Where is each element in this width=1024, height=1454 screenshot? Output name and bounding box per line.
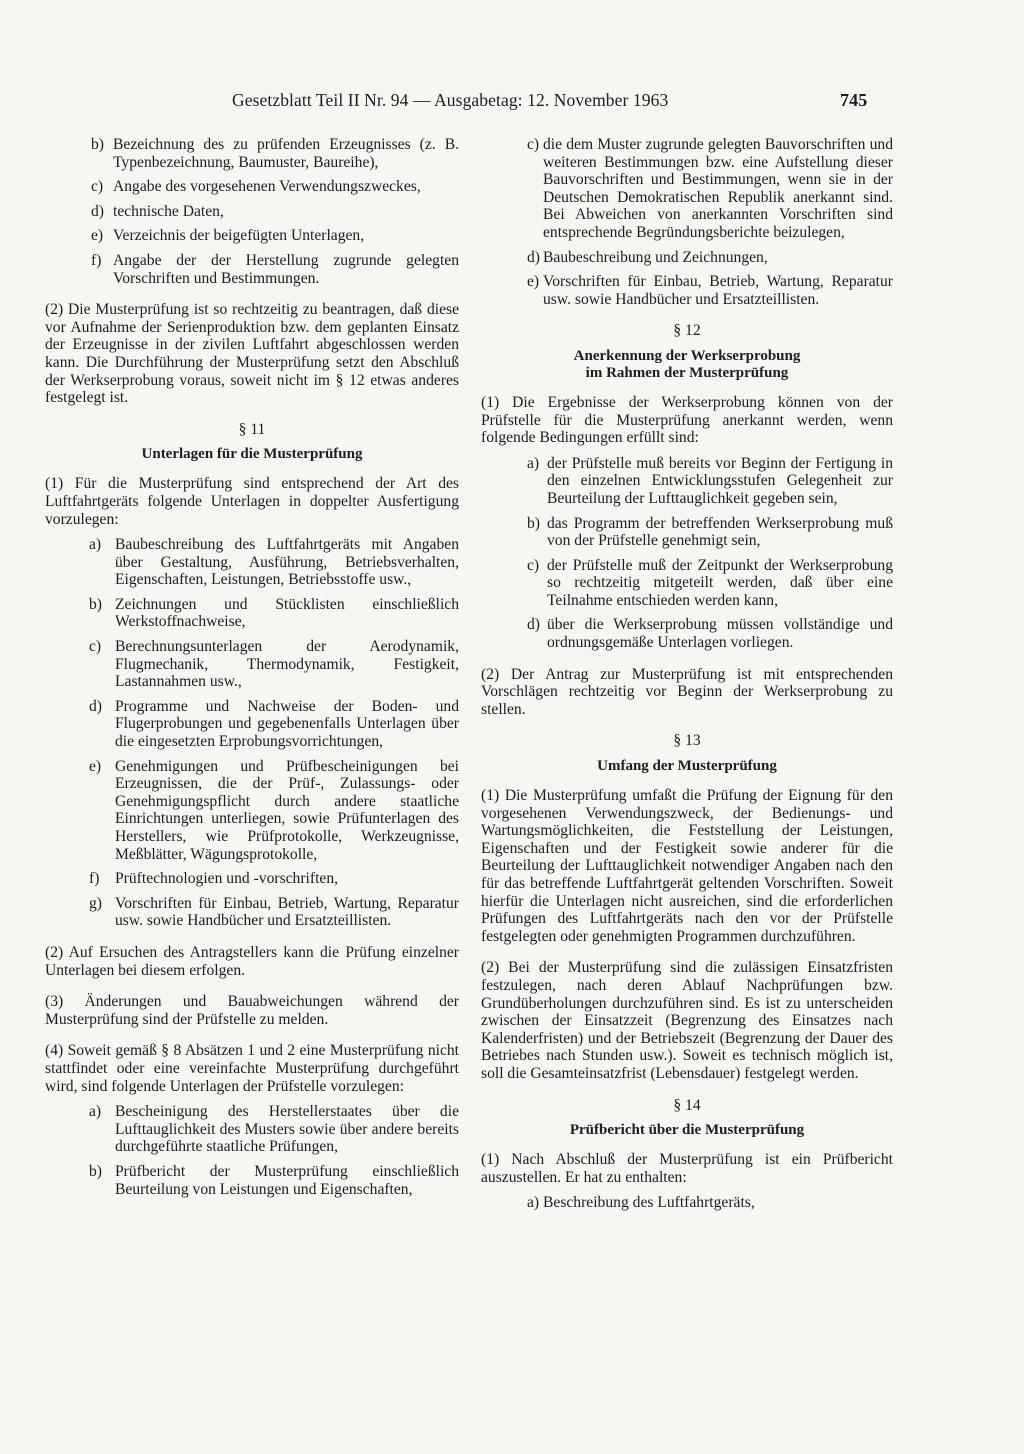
section-title-line: Anerkennung der Werkserprobung — [573, 347, 801, 364]
item-label: c) — [89, 638, 102, 656]
list-item — [45, 638, 459, 691]
list-item — [45, 1103, 459, 1156]
item-label: c) — [527, 556, 540, 574]
item-text: Vorschriften für Einbau, Betrieb, Wartung, Reparatur usw. sowie Handbücher und Ersatzteillisten. — [115, 894, 459, 930]
item-label: d) — [527, 616, 540, 634]
item-label: g) — [89, 894, 102, 912]
item-text: über die Werkserprobung müssen vollständige und ordnungsgemäße Unterlagen vorliegen. — [547, 616, 893, 652]
section-title: Unterlagen für die Musterprüfung — [141, 446, 363, 463]
page-number: 745 — [840, 90, 868, 110]
list-item — [481, 515, 893, 550]
paragraph: (2) Auf Ersuchen des Antragstellers kann die Prüfung einzelner Unterlagen bei diesem erfolgen. — [45, 943, 459, 979]
paragraph: (1) Nach Abschluß der Musterprüfung ist ein Prüfbericht auszustellen. Er hat zu enthalten: — [481, 1151, 893, 1186]
item-label: a) — [527, 454, 540, 472]
list-item — [45, 758, 459, 864]
paragraph: (1) Die Musterprüfung umfaßt die Prüfung der Eignung für den vorgesehenen Verwendungszweck, der Bedienungs- und Wartungsmöglichkeiten, die Feststellung der Leistungen, Eigenschaften und der Festigkeit sowie anderer für die Beurteilung der Lufttauglichkeit notwendiger Angaben nach den für das betreffende Luftfahrtgerät geltenden Vorschriften. Soweit hierfür die Unterlagen nicht ausreichen, sind die erforderlichen Prüfungen des Luftfahrtgeräts nach den vor der Prüfstelle festgelegten oder genehmigten Programmen durchzuführen. — [481, 787, 893, 945]
list-item — [45, 227, 459, 245]
item-text: Angabe des vorgesehenen Verwendungszweckes, — [113, 178, 421, 196]
item-label: b) — [89, 1162, 102, 1180]
list-item — [481, 136, 893, 242]
item-label: c) — [527, 136, 540, 153]
paragraph: (1) Für die Musterprüfung sind entsprechend der Art des Luftfahrtgeräts folgende Unterlagen in doppelter Ausfertigung vorzulegen: — [45, 475, 459, 528]
item-text: Verzeichnis der beigefügten Unterlagen, — [113, 227, 365, 245]
item-text: Baubeschreibung des Luftfahrtgeräts mit Angaben über Gestaltung, Ausführung, Betriebsverhalten, Eigenschaften, Leistungen, Betriebsstoffe usw., — [115, 536, 459, 589]
list-item — [481, 455, 893, 508]
running-header — [232, 90, 912, 111]
item-label: a) — [89, 1103, 102, 1121]
list-item — [481, 1194, 893, 1212]
item-label: b) — [527, 514, 540, 532]
list-item — [45, 596, 459, 631]
paragraph: (1) Die Ergebnisse der Werkserprobung können von der Prüfstelle für die Musterprüfung anerkannt werden, wenn folgende Bedingungen erfüllt sind: — [481, 393, 893, 447]
list-item — [45, 178, 459, 196]
section-number: § 13 — [673, 732, 701, 750]
section-title: Prüfbericht über die Musterprüfung — [569, 1122, 805, 1139]
left-column — [45, 136, 459, 1205]
list-item — [481, 249, 893, 267]
paragraph: (2) Bei der Musterprüfung sind die zulässigen Einsatzfristen festzulegen, nach deren Ablauf Nachprüfungen bzw. Grundüberholungen durchzuführen sind. Es ist zu unterscheiden zwischen der Einsatzzeit (Begrenzung des Einsatzes nach Kalenderfristen) und der Betriebszeit (Begrenzung der Dauer des Betriebes nach Stunden usw.). Soweit es technisch möglich ist, soll die Gesamteinsatzfrist (Lebensdauer) festgelegt werden. — [481, 959, 893, 1082]
item-text: Beschreibung des Luftfahrtgeräts, — [543, 1194, 755, 1212]
paragraph: (2) Die Musterprüfung ist so rechtzeitig zu beantragen, daß diese vor Aufnahme der Serienproduktion bzw. dem geplanten Einsatz der Erzeugnisse in der zivilen Luftfahrt abgeschlossen werden kann. Die Durchführung der Musterprüfung setzt den Abschluß der Werkserprobung voraus, soweit nicht im § 12 etwas anderes festgelegt ist. — [45, 301, 459, 407]
item-label: c) — [91, 178, 104, 196]
list-item — [45, 1163, 459, 1198]
item-text: Angabe der der Herstellung zugrunde gelegten Vorschriften und Bestimmungen. — [113, 251, 459, 287]
item-label: d) — [527, 248, 540, 266]
item-label: e) — [89, 757, 102, 775]
item-text: Prüfbericht der Musterprüfung einschließlich Beurteilung von Leistungen und Eigenschaften, — [115, 1162, 459, 1198]
section-number: § 12 — [673, 322, 701, 340]
list-item — [481, 557, 893, 610]
paragraph: (3) Änderungen und Bauabweichungen während der Musterprüfung sind der Prüfstelle zu melden. — [45, 993, 459, 1028]
list-item — [45, 895, 459, 930]
section-number: § 11 — [238, 420, 266, 438]
item-label: e) — [91, 227, 104, 245]
item-text: der Prüfstelle muß der Zeitpunkt der Werkserprobung so rechtzeitig mitgeteilt werden, daß über eine Teilnahme entschieden werden kann, — [547, 556, 893, 609]
item-text: Bescheinigung des Herstellerstaates über die Lufttauglichkeit des Musters sowie über andere bereits durchgeführte staatliche Prüfungen, — [115, 1103, 459, 1156]
list-item — [481, 616, 893, 651]
item-label: d) — [89, 697, 102, 715]
item-text: das Programm der betreffenden Werkserprobung muß von der Prüfstelle genehmigt sein, — [547, 514, 893, 550]
item-label: d) — [91, 202, 104, 220]
item-text: Genehmigungen und Prüfbescheinigungen bei Erzeugnissen, die der Prüf-, Zulassungs- oder Genehmigungspflicht durch andere staatliche Einrichtungen unterliegen, sowie Prüfunterlagen des Herstellers, wie Prüfprotokolle, Werkzeugnisse, Meßblätter, Wägungsprotokolle, — [115, 757, 459, 863]
right-column — [481, 136, 893, 1219]
list-item — [45, 136, 459, 171]
item-text: Vorschriften für Einbau, Betrieb, Wartung, Reparatur usw. sowie Handbücher und Ersatzteillisten. — [543, 273, 893, 308]
item-label: f) — [91, 251, 102, 269]
list-item — [45, 870, 459, 888]
item-text: technische Daten, — [113, 202, 224, 220]
item-text: Zeichnungen und Stücklisten einschließlich Werkstoffnachweise, — [115, 595, 459, 631]
section-title: Umfang der Musterprüfung — [597, 758, 777, 775]
item-label: e) — [527, 273, 540, 291]
paragraph: (2) Der Antrag zur Musterprüfung ist mit entsprechenden Vorschlägen rechtzeitig vor Beginn der Werkserprobung zu stellen. — [481, 665, 893, 718]
list-item — [45, 203, 459, 221]
item-text: Berechnungsunterlagen der Aerodynamik, Flugmechanik, Thermodynamik, Festigkeit, Lastannahmen usw., — [115, 638, 459, 691]
item-text: die dem Muster zugrunde gelegten Bauvorschriften und weiteren Bestimmungen bzw. eine Aufstellung dieser Bauvorschriften und Bestimmungen, wenn sie in der Deutschen Demokratischen Republik anerkannt sind. Bei Abweichen von anerkannten Vorschriften sind entsprechende Begründungsberichte beizulegen, — [543, 136, 893, 241]
paragraph: (4) Soweit gemäß § 8 Absätzen 1 und 2 eine Musterprüfung nicht stattfindet oder eine vereinfachte Musterprüfung durchgeführt wird, sind folgende Unterlagen der Prüfstelle vorzulegen: — [45, 1042, 459, 1095]
item-label: a) — [89, 536, 102, 554]
item-text: der Prüfstelle muß bereits vor Beginn der Fertigung in den einzelnen Entwicklungsstufen Gelegenheit zur Beurteilung der Lufttauglichkeit gegeben sein, — [547, 454, 893, 507]
list-item — [45, 252, 459, 287]
item-text: Prüftechnologien und -vorschriften, — [115, 870, 339, 888]
item-text: Baubeschreibung und Zeichnungen, — [543, 248, 768, 266]
section-title-line: im Rahmen der Musterprüfung — [585, 364, 789, 381]
section-title — [481, 348, 893, 382]
item-label: b) — [91, 136, 104, 153]
list-item — [481, 273, 893, 308]
item-label: a) — [527, 1194, 540, 1212]
running-title: Gesetzblatt Teil II Nr. 94 — Ausgabetag: 12. November 1963 — [232, 90, 669, 110]
item-text: Programme und Nachweise der Boden- und Flugerprobungen und gegebenenfalls Unterlagen über die eingesetzten Erprobungsvorrichtungen, — [115, 697, 459, 751]
item-label: f) — [89, 870, 100, 888]
list-item — [45, 698, 459, 751]
section-number: § 14 — [673, 1096, 701, 1114]
item-label: b) — [89, 595, 102, 613]
item-text: Bezeichnung des zu prüfenden Erzeugnisses (z. B. Typenbezeichnung, Baumuster, Baureihe), — [113, 136, 459, 171]
list-item — [45, 536, 459, 589]
